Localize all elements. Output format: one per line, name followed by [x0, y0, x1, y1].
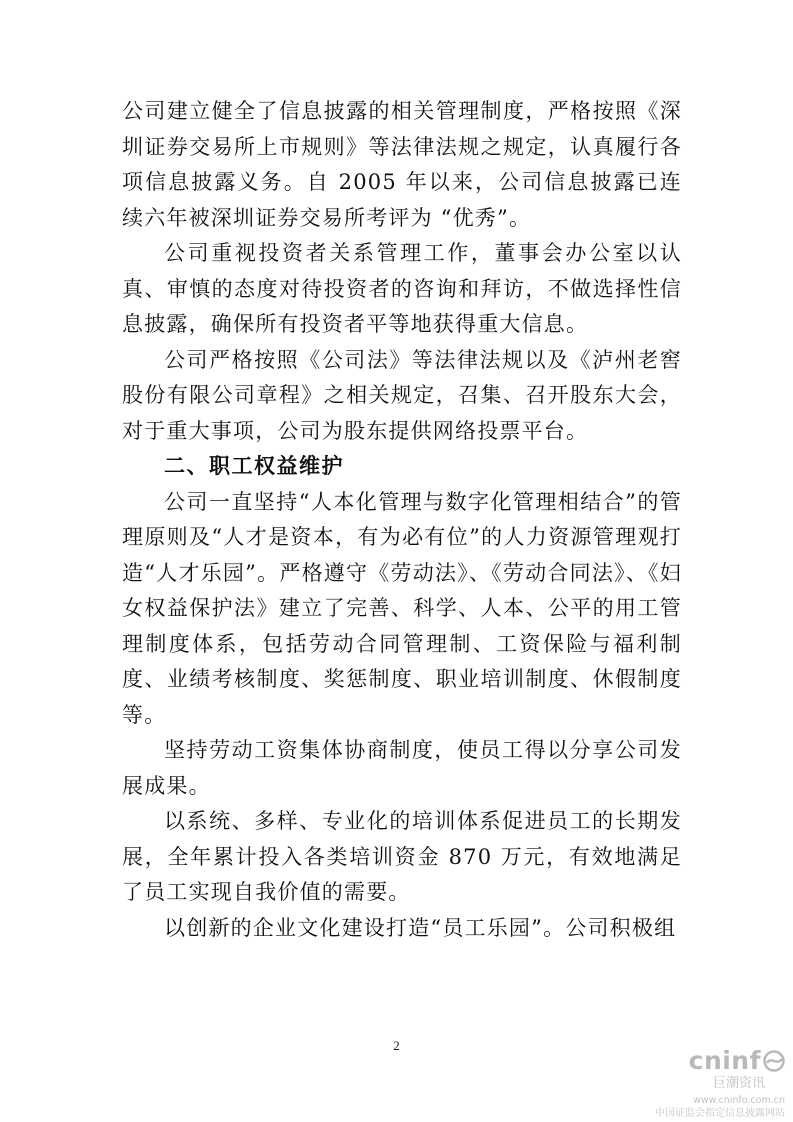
- document-body: [122, 94, 682, 946]
- cninfo-watermark: [635, 1046, 785, 1121]
- paragraph-info-disclosure: 公司建立健全了信息披露的相关管理制度，严格按照《深圳证券交易所上市规则》等法律法规之规定，认真履行各项信息披露义务。自 2005 年以来，公司信息披露已连续六年被深圳证券交易所考评为 “优秀”。: [122, 99, 682, 230]
- watermark-url: www.cninfo.com.cn: [693, 1095, 785, 1106]
- cninfo-logo-icon: [763, 1050, 785, 1072]
- paragraph-shareholder-meeting: 公司严格按照《公司法》等法律法规以及《泸州老窖股份有限公司章程》之相关规定，召集、召开股东大会，对于重大事项，公司为股东提供网络投票平台。: [122, 347, 682, 443]
- page-number: 2: [393, 1038, 400, 1053]
- paragraph-investor-relations: 公司重视投资者关系管理工作，董事会办公室以认真、审慎的态度对待投资者的咨询和拜访，不做选择性信息披露，确保所有投资者平等地获得重大信息。: [122, 241, 682, 336]
- watermark-cn-name: 巨潮资讯: [712, 1076, 765, 1091]
- watermark-slogan: 中国证监会指定信息披露网站: [655, 1108, 785, 1119]
- watermark-logo: [635, 1046, 785, 1076]
- section-heading: 二、职工权益维护: [164, 454, 344, 478]
- paragraph-wage-negotiation: 坚持劳动工资集体协商制度，使员工得以分享公司发展成果。: [122, 738, 682, 798]
- paragraph-hr-principles: 公司一直坚持“人本化管理与数字化管理相结合”的管理原则及“人才是资本，有为必有位”的人力资源管理观打造“人才乐园”。严格遵守《劳动法》、《劳动合同法》、《妇女权益保护法》建立了完善、科学、人本、公平的用工管理制度体系，包括劳动合同管理制、工资保险与福利制度、业绩考核制度、奖惩制度、职业培训制度、休假制度等。: [122, 489, 682, 727]
- paragraph-corporate-culture: 以创新的企业文化建设打造“员工乐园”。公司积极组: [164, 915, 677, 940]
- watermark-logo-text: cninf: [688, 1046, 761, 1075]
- paragraph-training: 以系统、多样、专业化的培训体系促进员工的长期发展，全年累计投入各类培训资金 870 万元，有效地满足了员工实现自我价值的需要。: [122, 809, 682, 904]
